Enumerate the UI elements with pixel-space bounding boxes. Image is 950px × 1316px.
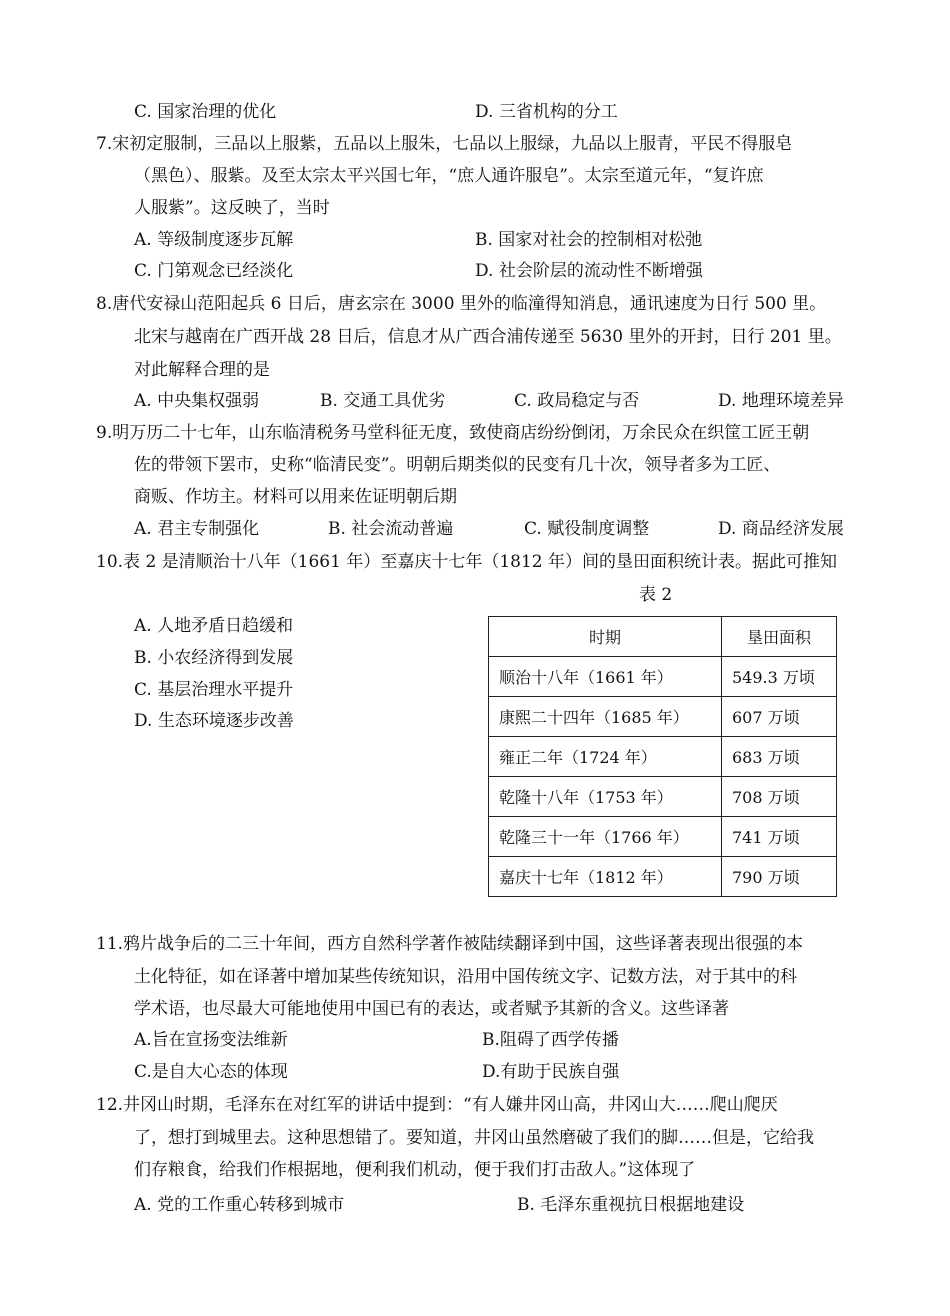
table-caption: 表 2 bbox=[639, 585, 673, 605]
table-cell-area: 683 万顷 bbox=[722, 737, 837, 777]
question-12-option-b: B. 毛泽东重视抗日根据地建设 bbox=[517, 1195, 745, 1215]
q6-option-d: D. 三省机构的分工 bbox=[475, 102, 618, 122]
question-9-option-b: B. 社会流动普遍 bbox=[328, 519, 454, 539]
table-header-period: 时期 bbox=[489, 617, 722, 657]
table-cell-period: 顺治十八年（1661 年） bbox=[489, 657, 722, 697]
table-cell-area: 708 万顷 bbox=[722, 777, 837, 817]
question-8-option-c: C. 政局稳定与否 bbox=[514, 391, 640, 411]
table-row bbox=[489, 817, 837, 857]
q6-option-c: C. 国家治理的优化 bbox=[134, 102, 277, 122]
table-row bbox=[489, 737, 837, 777]
question-7-option-a: A. 等级制度逐步瓦解 bbox=[134, 230, 294, 250]
table-cell-area: 790 万顷 bbox=[722, 857, 837, 897]
table-row bbox=[489, 697, 837, 737]
table-cell-area: 741 万顷 bbox=[722, 817, 837, 857]
table-cell-period: 乾隆三十一年（1766 年） bbox=[489, 817, 722, 857]
question-11-line: 11.鸦片战争后的二三十年间，西方自然科学著作被陆续翻译到中国，这些译著表现出很强的本 bbox=[96, 934, 804, 954]
question-7-option-c: C. 门第观念已经淡化 bbox=[134, 261, 294, 281]
table-header-area: 垦田面积 bbox=[722, 617, 837, 657]
table-cell-period: 雍正二年（1724 年） bbox=[489, 737, 722, 777]
question-12-option-a: A. 党的工作重心转移到城市 bbox=[134, 1195, 345, 1215]
table-row bbox=[489, 857, 837, 897]
question-9-option-a: A. 君主专制强化 bbox=[134, 519, 260, 539]
question-10-line: 10.表 2 是清顺治十八年（1661 年）至嘉庆十七年（1812 年）间的垦田面积统计表。据此可推知 bbox=[96, 552, 837, 572]
question-9-line: 9.明万历二十七年，山东临清税务马堂科征无度，致使商店纷纷倒闭，万余民众在织筐工匠王朝 bbox=[96, 423, 810, 443]
question-9-line: 佐的带领下罢市，史称“临清民变”。明朝后期类似的民变有几十次，领导者多为工匠、 bbox=[134, 455, 781, 475]
table-row bbox=[489, 657, 837, 697]
question-7-line: 7.宋初定服制，三品以上服紫，五品以上服朱，七品以上服绿，九品以上服青，平民不得服皂 bbox=[96, 134, 793, 154]
table-cell-area: 607 万顷 bbox=[722, 697, 837, 737]
question-8-option-d: D. 地理环境差异 bbox=[718, 391, 844, 411]
question-11-option-c: C.是自大心态的体现 bbox=[134, 1062, 288, 1082]
question-11-line: 土化特征，如在译著中增加某些传统知识，沿用中国传统文字、记数方法，对于其中的科 bbox=[134, 967, 797, 987]
question-7-line: （黑色）、服紫。及至太宗太平兴国七年，“庶人通许服皂”。太宗至道元年，“复许庶 bbox=[134, 166, 764, 186]
question-8-line: 北宋与越南在广西开战 28 日后，信息才从广西合浦传递至 5630 里外的开封，日行 201 里。 bbox=[134, 327, 842, 347]
question-10-option-c: C. 基层治理水平提升 bbox=[134, 680, 294, 700]
question-8-line: 对此解释合理的是 bbox=[134, 360, 270, 380]
question-9-line: 商贩、作坊主。材料可以用来佐证明朝后期 bbox=[134, 487, 457, 507]
table-cell-period: 康熙二十四年（1685 年） bbox=[489, 697, 722, 737]
question-12-line: 了，想打到城里去。这种思想错了。要知道，井冈山虽然磨破了我们的脚……但是，它给我 bbox=[134, 1128, 814, 1148]
land-area-table bbox=[488, 616, 837, 897]
question-8-option-a: A. 中央集权强弱 bbox=[134, 391, 260, 411]
table-cell-period: 嘉庆十七年（1812 年） bbox=[489, 857, 722, 897]
question-10-option-d: D. 生态环境逐步改善 bbox=[134, 711, 294, 731]
question-8-option-b: B. 交通工具优劣 bbox=[320, 391, 446, 411]
question-12-line: 们存粮食，给我们作根据地，便利我们机动，便于我们打击敌人。”这体现了 bbox=[134, 1160, 696, 1180]
question-7-option-b: B. 国家对社会的控制相对松弛 bbox=[475, 230, 703, 250]
question-10-option-b: B. 小农经济得到发展 bbox=[134, 648, 294, 668]
question-10-option-a: A. 人地矛盾日趋缓和 bbox=[134, 616, 294, 636]
table-header-row bbox=[489, 617, 837, 657]
question-9-option-c: C. 赋役制度调整 bbox=[524, 519, 650, 539]
question-7-option-d: D. 社会阶层的流动性不断增强 bbox=[475, 261, 703, 281]
question-11-option-b: B.阻碍了西学传播 bbox=[482, 1030, 619, 1050]
question-9-option-d: D. 商品经济发展 bbox=[718, 519, 844, 539]
question-11-option-d: D.有助于民族自强 bbox=[482, 1062, 620, 1082]
question-11-line: 学术语，也尽最大可能地使用中国已有的表达，或者赋予其新的含义。这些译著 bbox=[134, 999, 729, 1019]
question-11-option-a: A.旨在宣扬变法维新 bbox=[134, 1030, 288, 1050]
table-cell-area: 549.3 万顷 bbox=[722, 657, 837, 697]
question-7-line: 人服紫”。这反映了，当时 bbox=[134, 198, 330, 218]
table-cell-period: 乾隆十八年（1753 年） bbox=[489, 777, 722, 817]
question-12-line: 12.井冈山时期，毛泽东在对红军的讲话中提到：“有人嫌井冈山高，井冈山大……爬山爬厌 bbox=[96, 1095, 778, 1115]
table-row bbox=[489, 777, 837, 817]
question-8-line: 8.唐代安禄山范阳起兵 6 日后，唐玄宗在 3000 里外的临潼得知消息，通讯速度为日行 500 里。 bbox=[96, 294, 827, 314]
